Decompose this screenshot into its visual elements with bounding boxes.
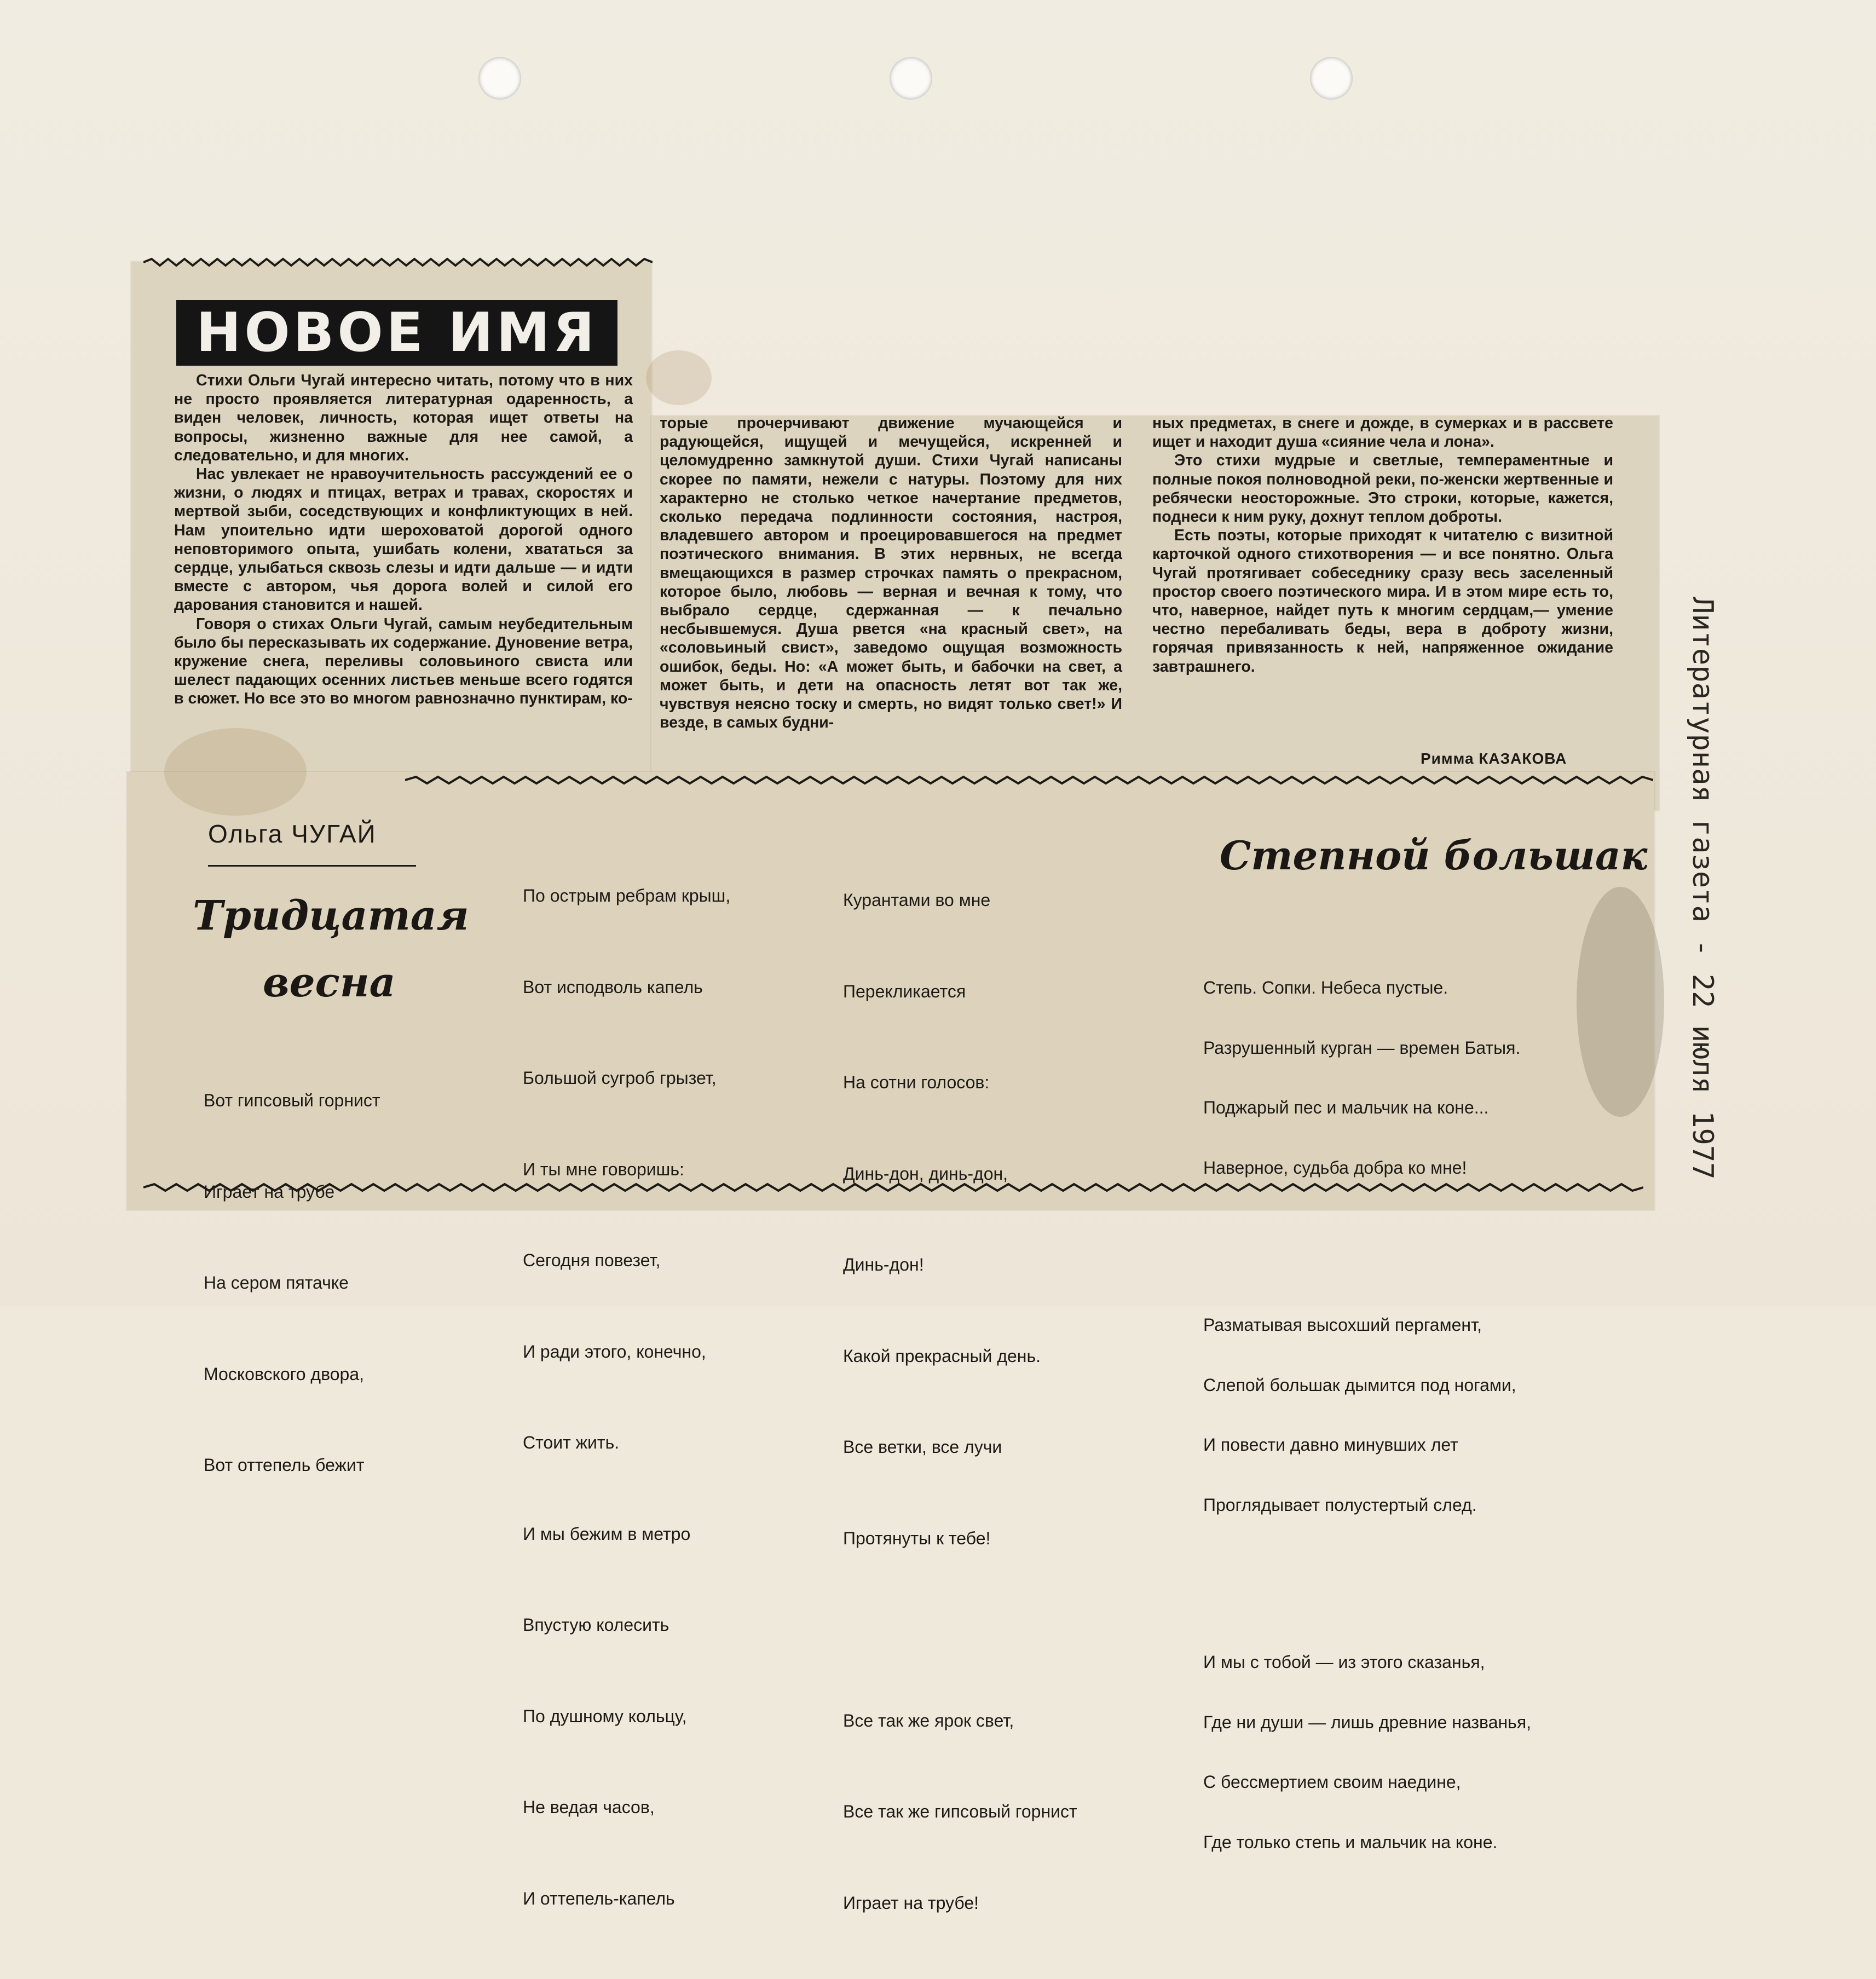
wavy-rule <box>143 256 653 268</box>
poem-line: И оттепель-капель <box>523 1888 675 1908</box>
wavy-rule <box>405 774 1653 786</box>
poem-line: Сегодня повезет, <box>523 1250 661 1270</box>
poem-line: Впустую колесить <box>523 1615 669 1635</box>
stanza <box>1203 1275 1531 1555</box>
poem-line: Все ветки, все лучи <box>843 1437 1002 1457</box>
poem-line: Поджарый пес и мальчик на коне... <box>1203 1098 1489 1117</box>
binder-hole <box>478 57 521 100</box>
stanza <box>1203 938 1531 1218</box>
poem-title: весна <box>263 959 396 1006</box>
poem-line: На сотни голосов: <box>843 1072 990 1092</box>
poem-line: Все так же ярок свет, <box>843 1710 1014 1730</box>
poem-line: Слепой большак дымится под ногами, <box>1203 1375 1516 1395</box>
article-column-3 <box>1152 414 1613 676</box>
paper-stain <box>164 728 307 816</box>
poem-line: Динь-дон! <box>843 1255 924 1274</box>
poem-line: Стоит жить. <box>523 1433 620 1452</box>
poem-line: Играет на трубе <box>204 1181 335 1202</box>
poem-line: Проглядывает полустертый след. <box>1203 1495 1477 1515</box>
divider <box>208 865 416 867</box>
poem-title: Тридцатая <box>193 892 469 939</box>
article-paragraph: торые прочерчивают движение мучающейся и радующейся, ищущей и мечущейся, искренней и целомудренно замкнутой души. Стихи Чугай написаны скорее по памяти, нежели с натуры. Поэтому для них характерно не столько четкое начертание предметов, сколько передача подлинности состояния, настроя, владевшего автором и проецировавшегося на предмет поэтического внимания. В этих нервных, не всегда вмещающихся в размер строчках память о прекрасном, которое было, любовь — верная и вечная к тому, что выбрало сердце, сдержанная — к печально несбывшемуся. Душа рвется «на красный свет», на «соловьиный свист», заведомо ощущая возможность ошибок, беды. Но: «А может быть, и бабочки на свет, а может быть, и дети на опасность летят вот так же, чувствуя неясно тоску и смерть, но видят только свет!» И везде, в самых будни- <box>660 414 1122 732</box>
poem-line: На сером пятачке <box>204 1273 349 1293</box>
source-annotation-text: Литературная газета - 22 июля 1977 <box>1686 597 1719 1180</box>
stanza <box>1203 1612 1531 1892</box>
poem-line: Вот оттепель бежит <box>204 1455 365 1475</box>
poem-line: Какой прекрасный день. <box>843 1346 1041 1366</box>
poem-line: Динь-дон, динь-дон, <box>843 1163 1008 1184</box>
poem-line: Не ведая часов, <box>523 1797 655 1817</box>
poem-line: И ради этого, конечно, <box>523 1341 706 1361</box>
poem-stanzas <box>1203 898 1531 1932</box>
poem-line: Вот гипсовый горнист <box>204 1091 380 1110</box>
binder-hole <box>890 57 932 100</box>
poem-line: С бессмертием своим наедине, <box>1203 1772 1461 1792</box>
article-paragraph: Стихи Ольги Чугай интересно читать, потому что в них не просто проявляется литературная одаренность, а виден человек, личность, которая ищет ответы на вопросы, жизненно важные для нее самой, а следовательно, и для многих. <box>174 372 633 464</box>
section-headline: НОВОЕ ИМЯ <box>176 300 617 366</box>
poem-line: Протянуты к тебе! <box>843 1528 991 1548</box>
poem-line: Разматывая высохший пергамент, <box>1203 1315 1482 1335</box>
poem-line: Где только степь и мальчик на коне. <box>1203 1832 1498 1852</box>
article-column-2 <box>660 414 1122 732</box>
poem-line: И мы бежим в метро <box>523 1524 691 1544</box>
poet-name: Ольга ЧУГАЙ <box>208 820 377 848</box>
poem-line: Играет на трубе! <box>843 1893 979 1913</box>
paper-stain <box>646 350 712 405</box>
article-paragraph: Это стихи мудрые и светлые, темпераментные и полные покоя полноводной реки, по-женски жертвенные и ребячески неосторожные. Это строки, которые, кажется, поднеси к ним руку, дохнут теплом доброты. <box>1152 452 1613 526</box>
binder-hole <box>1310 57 1353 100</box>
source-annotation <box>1675 597 1724 1188</box>
poem-line: Курантами во мне <box>843 890 991 910</box>
poem-column <box>523 820 730 1975</box>
article-paragraph: Нас увлекает не нравоучительность рассуждений ее о жизни, о людях и птицах, ветрах и травах, скоростях и мертвой зыби, соседствующих и конфликтующих в ней. Нам упоительно идти шероховатой дорогой одного неповторимого опыта, ушибать колени, хвататься за сердце, улыбаться сквозь слезы и идти дальше — и идти вместе с автором, чья дорога волей и силой его дарования становится и нашей. <box>174 465 633 614</box>
poem-column <box>204 1025 380 1542</box>
poem-line: Большой сугроб грызет, <box>523 1068 717 1088</box>
poem-line: По душному кольцу, <box>523 1706 687 1726</box>
article-paragraph: Есть поэты, которые приходят к читателю с визитной карточкой одного стихотворения — и все понятно. Ольга Чугай протягивает собеседнику сразу весь заселенный простор своего поэтического мира. И в этом мире есть то, что, наверное, найдет путь к многим сердцам,— умение честно перебаливать беды, вера в доброту жизни, горячая привязанность к ней, напряженное ожидание завтрашнего. <box>1152 527 1613 676</box>
poem-title: Степной большак <box>1220 832 1648 879</box>
poem-line: Все так же гипсовый горнист <box>843 1802 1077 1821</box>
article-author-signature: Римма КАЗАКОВА <box>1421 750 1567 767</box>
poem-line: По острым ребрам крыш, <box>523 886 731 905</box>
poem-line <box>843 1614 1077 1645</box>
paper-stain <box>1577 887 1664 1117</box>
poem-column <box>843 824 1077 1979</box>
poem-line: Разрушенный курган — времен Батыя. <box>1203 1037 1521 1058</box>
article-paragraph: Говоря о стихах Ольги Чугай, самым неубедительным было бы пересказывать их содержание. Дуновение ветра, кружение снега, переливы соловьиного свиста или шелест падающих осенних листьев меньше всего годятся в сюжет. Но все это во многом равнозначно пунктирам, ко- <box>174 615 633 708</box>
poem-line: Где ни души — лишь древние названья, <box>1203 1712 1532 1732</box>
poem-line: Степь. Сопки. Небеса пустые. <box>1203 978 1448 997</box>
poem-line: Московского двора, <box>204 1364 365 1384</box>
poem-line: Вот исподволь капель <box>523 977 703 997</box>
poem-line: Перекликается <box>843 981 966 1001</box>
article-column-1 <box>174 371 633 708</box>
article-paragraph: ных предметах, в снеге и дожде, в сумерках и в рассвете ищет и находит душа «сияние чела и лона». <box>1152 414 1613 451</box>
poem-line: И повести давно минувших лет <box>1203 1435 1458 1455</box>
poem-line: И ты мне говоришь: <box>523 1159 684 1179</box>
poem-line: Наверное, судьба добра ко мне! <box>1203 1157 1467 1178</box>
poem-line: И мы с тобой — из этого сказанья, <box>1203 1652 1485 1672</box>
